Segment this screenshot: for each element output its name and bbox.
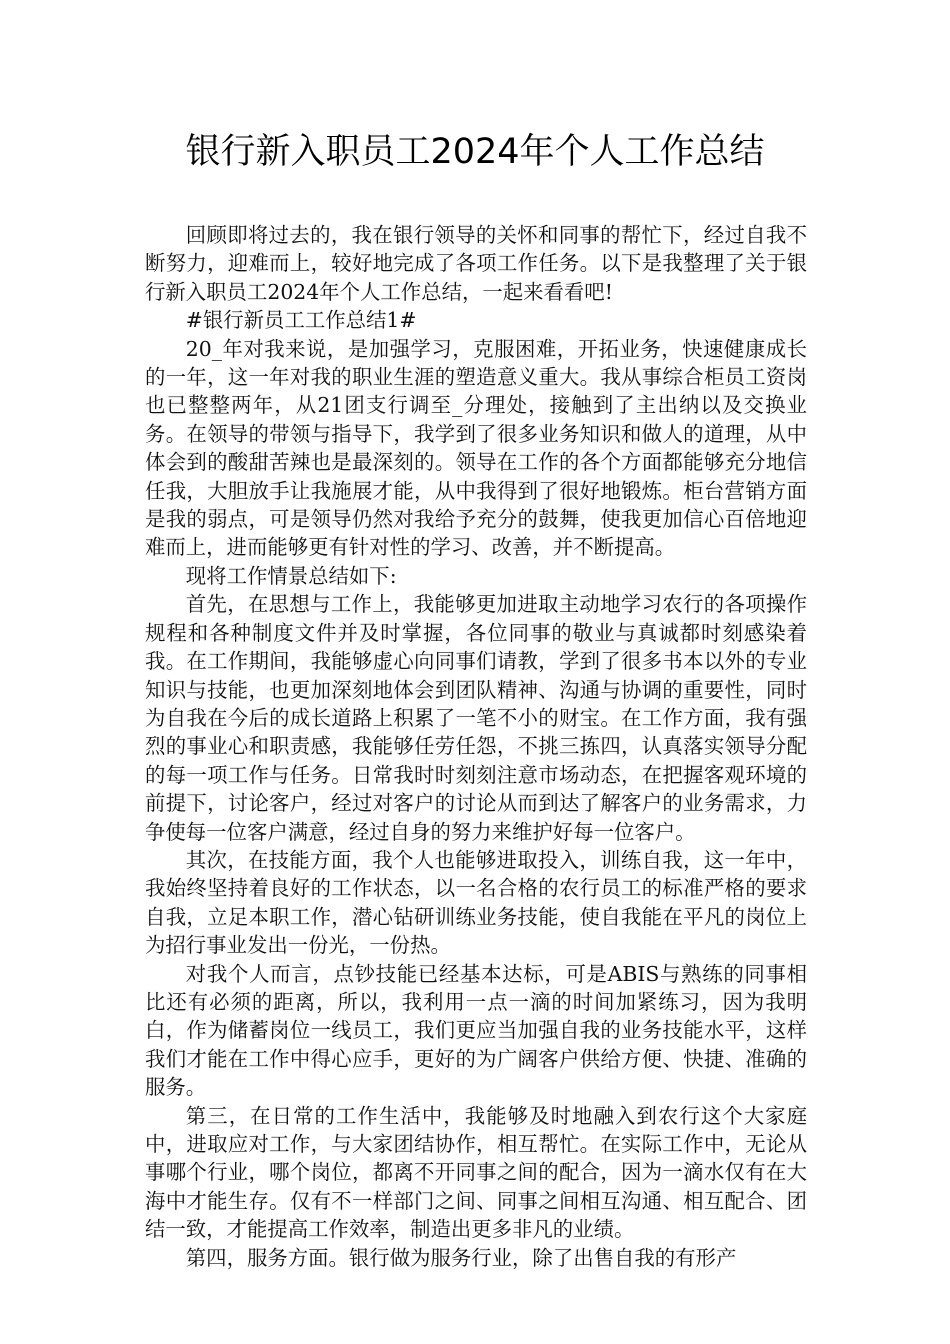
paragraph: 首先，在思想与工作上，我能够更加进取主动地学习农行的各项操作规程和各种制度文件并及时掌握，各位同事的敬业与真诚都时刻感染着我。在工作期间，我能够虚心向同事们请教，学到了很多书本以外的专业知识与技能，也更加深刻地体会到团队精神、沟通与协调的重要性，同时为自我在今后的成长道路上积累了一笔不小的财宝。在工作方面，我有强烈的事业心和职责感，我能够任劳任怨，不挑三拣四，认真落实领导分配的每一项工作与任务。日常我时时刻刻注意市场动态，在把握客观环境的前提下，讨论客户，经过对客户的讨论从而到达了解客户的业务需求，力争使每一位客户满意，经过自身的努力来维护好每一位客户。 [145,592,807,844]
paragraph: 其次，在技能方面，我个人也能够进取投入，训练自我，这一年中，我始终坚持着良好的工作状态，以一名合格的农行员工的标准严格的要求自我，立足本职工作，潜心钻研训练业务技能，使自我能在平凡的岗位上为招行事业发出一份光，一份热。 [145,847,807,958]
document-body [145,221,807,1272]
paragraph: 第三，在日常的工作生活中，我能够及时地融入到农行这个大家庭中，进取应对工作，与大家团结协作，相互帮忙。在实际工作中，无论从事哪个行业，哪个岗位，都离不开同事之间的配合，因为一滴水仅有在大海中才能生存。仅有不一样部门之间、同事之间相互沟通、相互配合、团结一致，才能提高工作效率，制造出更多非凡的业绩。 [145,1103,807,1242]
section-heading: #银行新员工工作总结1# [185,308,417,333]
paragraph: 对我个人而言，点钞技能已经基本达标，可是ABIS与熟练的同事相比还有必须的距离，所以，我利用一点一滴的时间加紧练习，因为我明白，作为储蓄岗位一线员工，我们更应当加强自我的业务技能水平，这样我们才能在工作中得心应手，更好的为广阔客户供给方便、快捷、准确的服务。 [145,961,807,1100]
paragraph: 现将工作情景总结如下: [185,563,397,588]
document-title: 银行新入职员工2024年个人工作总结 [185,132,765,172]
paragraph: 20_年对我来说，是加强学习，克服困难，开拓业务，快速健康成长的一年，这一年对我的职业生涯的塑造意义重大。我从事综合柜员工资岗也已整整两年，从21团支行调至_分理处，接触到了主出纳以及交换业务。在领导的带领与指导下，我学到了很多业务知识和做人的道理，从中体会到的酸甜苦辣也是最深刻的。领导在工作的各个方面都能够充分地信任我，大胆放手让我施展才能，从中我得到了很好地锻炼。柜台营销方面是我的弱点，可是领导仍然对我给予充分的鼓舞，使我更加信心百倍地迎难而上，进而能够更有针对性的学习、改善，并不断提高。 [145,336,807,560]
paragraph-intro: 回顾即将过去的，我在银行领导的关怀和同事的帮忙下，经过自我不断努力，迎难而上，较好地完成了各项工作任务。以下是我整理了关于银行新入职员工2024年个人工作总结，一起来看看吧! [145,223,807,304]
paragraph: 第四，服务方面。银行做为服务行业，除了出售自我的有形产 [185,1245,737,1270]
